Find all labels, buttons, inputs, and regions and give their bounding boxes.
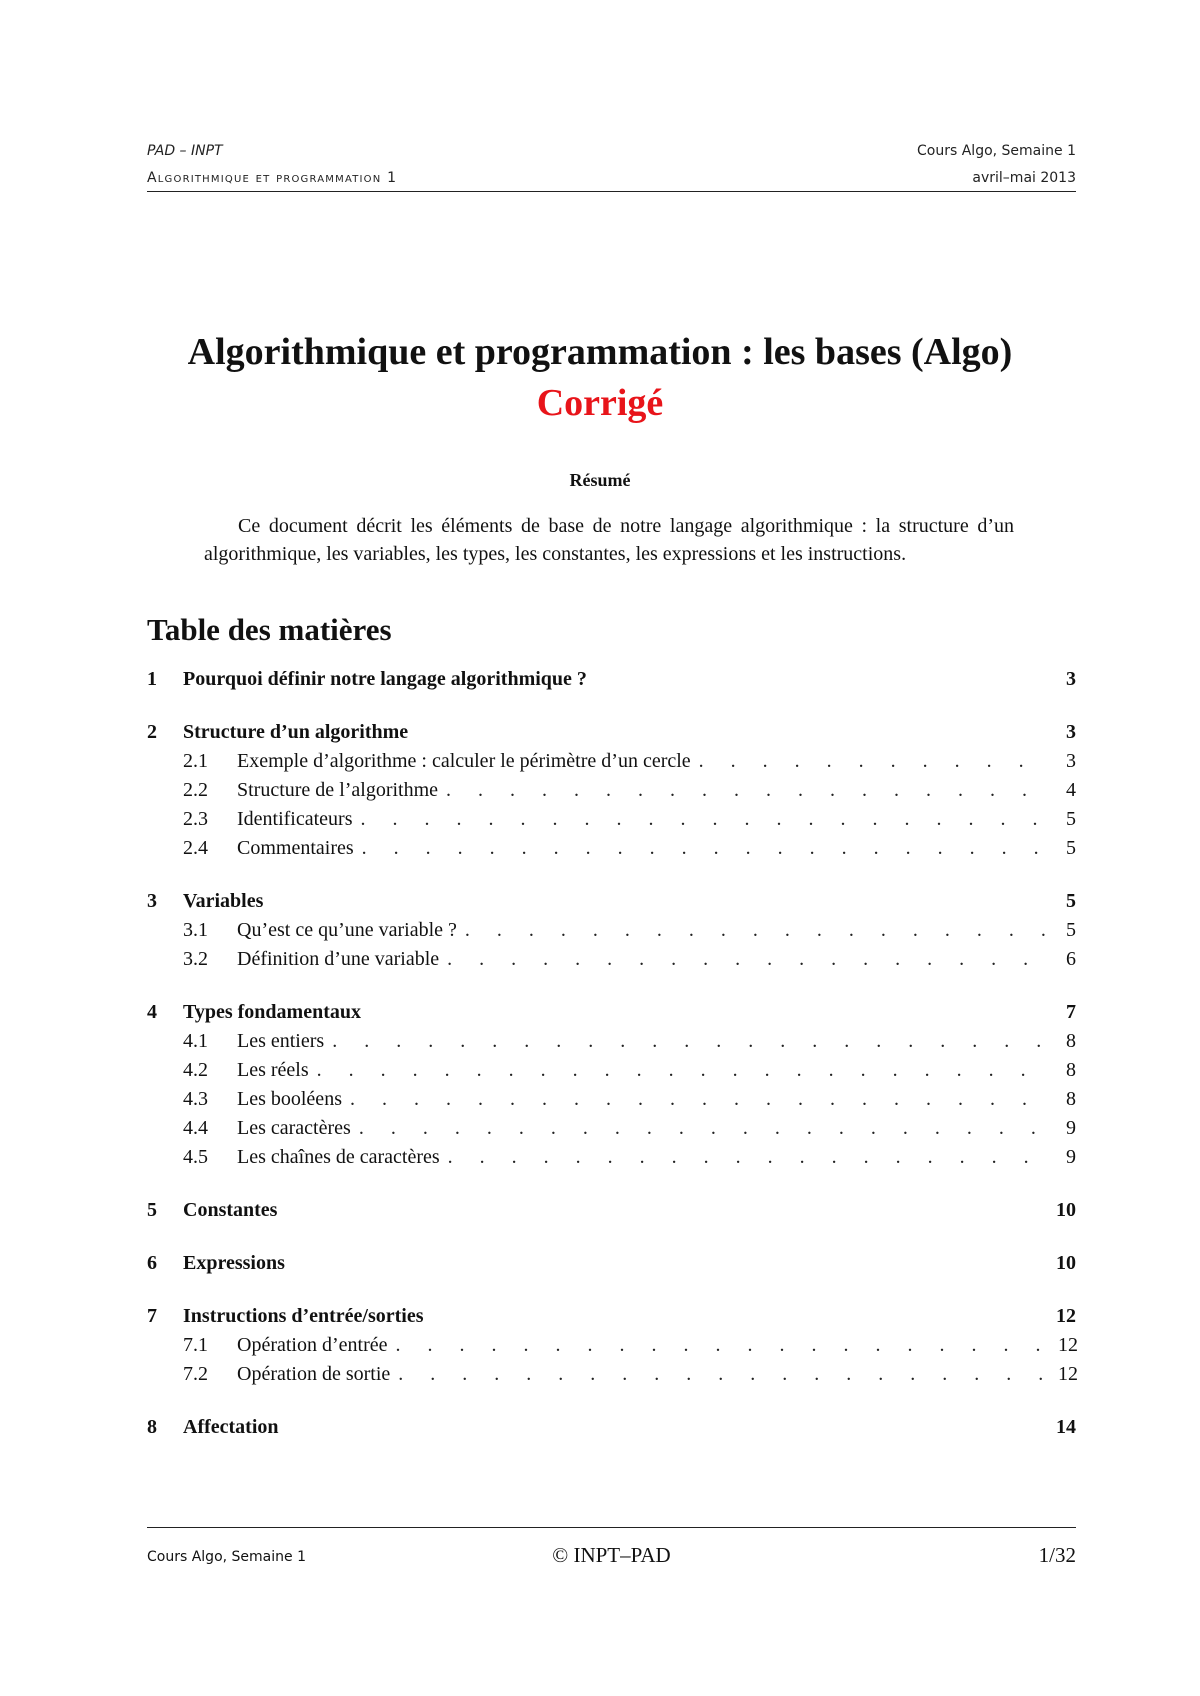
- toc-subsection-number: 4.4: [183, 1117, 208, 1139]
- toc-subsection-label: Structure de l’algorithme: [237, 779, 439, 801]
- toc-section[interactable]: [147, 1196, 1076, 1225]
- toc-section-number: 7: [147, 1305, 157, 1327]
- toc-subsection-number: 4.3: [183, 1088, 208, 1110]
- footer-copyright: © INPT–PAD: [552, 1543, 671, 1567]
- toc-subsection-label: Opération de sortie: [237, 1363, 391, 1385]
- toc-section-label: Structure d’un algorithme: [183, 721, 409, 743]
- toc-leader-dots: [361, 805, 1051, 834]
- footer-page-number: 1/32: [1038, 1543, 1076, 1567]
- toc-subsection-page: 8: [1066, 1088, 1076, 1110]
- header-date: avril–mai 2013: [972, 170, 1076, 186]
- toc-section-page: 12: [1056, 1305, 1076, 1327]
- document-title: Algorithmique et programmation : les bases (Algo): [187, 331, 1013, 373]
- toc-subsection-label: Commentaires: [237, 837, 354, 859]
- toc-leader-dots: [448, 1143, 1050, 1172]
- toc-subsection-page: 5: [1066, 837, 1076, 859]
- toc-subsection[interactable]: [147, 945, 1076, 974]
- toc-section-page: 7: [1066, 1001, 1076, 1023]
- abstract-text: Ce document décrit les éléments de base de notre langage algorithmique : la structure d’un algorithmique, les variables, les types, les constantes, les expressions et les instructions.: [204, 515, 1014, 565]
- footer-course: Cours Algo, Semaine 1: [147, 1549, 306, 1565]
- toc-subsection-number: 4.1: [183, 1030, 208, 1052]
- toc-section-number: 4: [147, 1001, 157, 1023]
- toc-subsection-page: 5: [1066, 808, 1076, 830]
- toc-subsection-page: 8: [1066, 1030, 1076, 1052]
- toc-subsection-page: 4: [1066, 779, 1076, 801]
- toc-subsection[interactable]: [147, 776, 1076, 805]
- toc-subsection[interactable]: [147, 1360, 1076, 1389]
- toc-section-page: 10: [1056, 1252, 1076, 1274]
- toc-subsection-page: 12: [1058, 1363, 1078, 1385]
- toc-section-page: 10: [1056, 1199, 1076, 1221]
- toc-section-label: Constantes: [183, 1199, 278, 1221]
- header-rule: [147, 191, 1076, 192]
- toc-subsection[interactable]: [147, 805, 1076, 834]
- toc-subsection-number: 4.5: [183, 1146, 208, 1168]
- toc-section[interactable]: [147, 887, 1076, 916]
- toc-subsection[interactable]: [147, 834, 1076, 863]
- toc-leader-dots: [446, 776, 1050, 805]
- toc-section[interactable]: [147, 1413, 1076, 1442]
- toc-section[interactable]: [147, 718, 1076, 747]
- toc-subsection-page: 9: [1066, 1146, 1076, 1168]
- toc-subsection-number: 3.1: [183, 919, 208, 941]
- toc-subsection-number: 4.2: [183, 1059, 208, 1081]
- toc-leader-dots: [350, 1085, 1050, 1114]
- toc-subsection-number: 2.1: [183, 750, 208, 772]
- toc-subsection-label: Les booléens: [237, 1088, 342, 1110]
- toc-leader-dots: [359, 1114, 1050, 1143]
- document-subtitle: Corrigé: [536, 382, 664, 424]
- toc-leader-dots: [398, 1360, 1050, 1389]
- toc-subsection-page: 3: [1066, 750, 1076, 772]
- toc-section-number: 5: [147, 1199, 157, 1221]
- toc-title: Table des matières: [147, 612, 392, 647]
- toc-subsection[interactable]: [147, 1056, 1076, 1085]
- header-institution: PAD – INPT: [147, 143, 223, 159]
- toc-subsection-label: Opération d’entrée: [237, 1334, 388, 1356]
- toc-section-label: Variables: [183, 890, 264, 912]
- toc-subsection-page: 6: [1066, 948, 1076, 970]
- toc-subsection-number: 7.2: [183, 1363, 208, 1385]
- table-of-contents: [147, 665, 1076, 1442]
- toc-subsection-page: 8: [1066, 1059, 1076, 1081]
- toc-section[interactable]: [147, 1249, 1076, 1278]
- toc-section[interactable]: [147, 665, 1076, 694]
- header-subject: Algorithmique et programmation 1: [147, 170, 398, 186]
- toc-subsection-label: Les entiers: [237, 1030, 325, 1052]
- toc-leader-dots: [317, 1056, 1050, 1085]
- toc-section-page: 3: [1066, 668, 1076, 690]
- toc-subsection[interactable]: [147, 1331, 1076, 1360]
- toc-subsection-number: 3.2: [183, 948, 208, 970]
- toc-section-label: Affectation: [183, 1416, 279, 1438]
- toc-section-label: Pourquoi définir notre langage algorithmique ?: [183, 668, 587, 690]
- running-header-top: [147, 143, 1076, 159]
- page-footer: [147, 1543, 1076, 1573]
- toc-subsection[interactable]: [147, 1114, 1076, 1143]
- toc-subsection-page: 5: [1066, 919, 1076, 941]
- header-course: Cours Algo, Semaine 1: [917, 143, 1076, 159]
- toc-subsection[interactable]: [147, 916, 1076, 945]
- toc-section-number: 1: [147, 668, 157, 690]
- toc-subsection-number: 2.3: [183, 808, 208, 830]
- toc-section[interactable]: [147, 998, 1076, 1027]
- toc-section-page: 3: [1066, 721, 1076, 743]
- toc-subsection-label: Les caractères: [237, 1117, 351, 1139]
- toc-leader-dots: [447, 945, 1050, 974]
- toc-subsection[interactable]: [147, 1085, 1076, 1114]
- toc-subsection-label: Exemple d’algorithme : calculer le périmètre d’un cercle: [237, 750, 691, 772]
- toc-section-page: 14: [1056, 1416, 1076, 1438]
- toc-leader-dots: [332, 1027, 1050, 1056]
- toc-leader-dots: [395, 1331, 1050, 1360]
- toc-subsection-number: 2.4: [183, 837, 208, 859]
- toc-section-number: 8: [147, 1416, 157, 1438]
- abstract-heading: Résumé: [569, 470, 631, 490]
- toc-subsection-number: 7.1: [183, 1334, 208, 1356]
- toc-subsection[interactable]: [147, 1027, 1076, 1056]
- toc-subsection-number: 2.2: [183, 779, 208, 801]
- toc-subsection-label: Les chaînes de caractères: [237, 1146, 440, 1168]
- toc-section[interactable]: [147, 1302, 1076, 1331]
- toc-subsection[interactable]: [147, 1143, 1076, 1172]
- toc-section-page: 5: [1066, 890, 1076, 912]
- toc-subsection-page: 9: [1066, 1117, 1076, 1139]
- toc-section-label: Instructions d’entrée/sorties: [183, 1305, 424, 1327]
- footer-rule: [147, 1527, 1076, 1528]
- running-header-bottom: [147, 170, 1076, 186]
- toc-section-number: 3: [147, 890, 157, 912]
- toc-subsection-label: Définition d’une variable: [237, 948, 440, 970]
- toc-leader-dots: [465, 916, 1050, 945]
- toc-subsection-page: 12: [1058, 1334, 1078, 1356]
- toc-subsection-label: Identificateurs: [237, 808, 353, 830]
- toc-section-label: Types fondamentaux: [183, 1001, 361, 1023]
- toc-section-number: 6: [147, 1252, 157, 1274]
- toc-section-label: Expressions: [183, 1252, 285, 1274]
- toc-subsection-label: Les réels: [237, 1059, 309, 1081]
- toc-leader-dots: [699, 747, 1050, 776]
- toc-leader-dots: [362, 834, 1050, 863]
- toc-subsection[interactable]: [147, 747, 1076, 776]
- toc-section-number: 2: [147, 721, 157, 743]
- toc-subsection-label: Qu’est ce qu’une variable ?: [237, 919, 457, 941]
